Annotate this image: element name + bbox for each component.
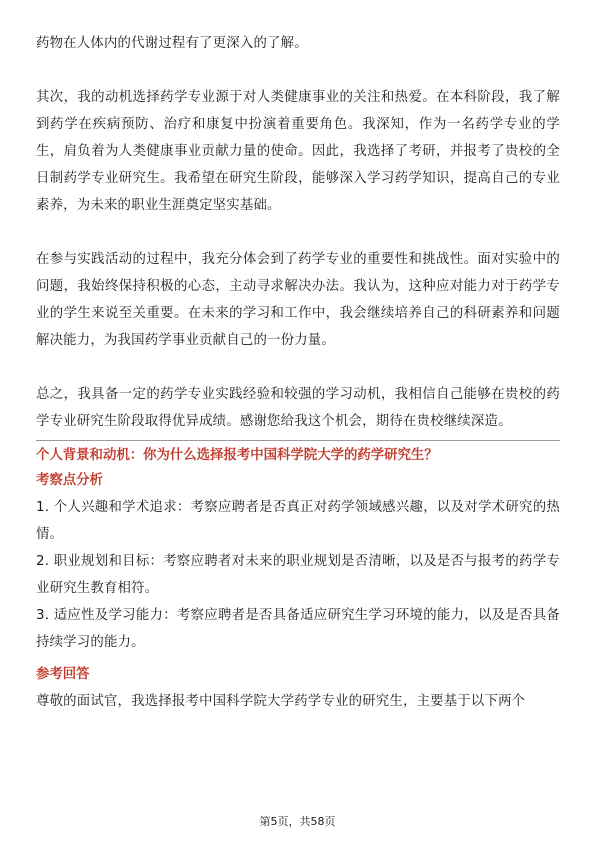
page-number-footer: 第5页，共58页 (259, 815, 336, 828)
section-divider (36, 440, 560, 441)
paragraph-conclusion: 总之，我具备一定的药学专业实践经验和较强的学习动机，我相信自己能够在贵校的药学专业研究生阶段取得优异成绩。感谢您给我这个机会，期待在贵校继续深造。 (36, 387, 560, 429)
analysis-item: 3. 适应性及学习能力：考察应聘者是否具备适应研究生学习环境的能力，以及是否具备持续学习的能力。 (36, 608, 560, 650)
paragraph-spacer (36, 354, 560, 381)
page-content (36, 30, 560, 715)
analysis-heading: 考察点分析 (36, 473, 103, 488)
paragraph-continuation: 药物在人体内的代谢过程有了更深入的了解。 (36, 36, 308, 51)
question-title: 个人背景和动机：你为什么选择报考中国科学院大学的药学研究生？ (36, 448, 438, 463)
paragraph-practice: 在参与实践活动的过程中，我充分体会到了药学专业的重要性和挑战性。面对实验中的问题，我始终保持积极的心态，主动寻求解决办法。我认为，这种应对能力对于药学专业的学生来说至关重要。在未来的学习和工作中，我会继续培养自己的科研素养和问题解决能力，为我国药学事业贡献自己的一份力量。 (36, 252, 560, 348)
analysis-item: 1. 个人兴趣和学术追求：考察应聘者是否真正对药学领域感兴趣，以及对学术研究的热情。 (36, 500, 560, 542)
paragraph-motivation: 其次，我的动机选择药学专业源于对人类健康事业的关注和热爱。在本科阶段，我了解到药学在疾病预防、治疗和康复中扮演着重要角色。我深知，作为一名药学专业的学生，肩负着为人类健康事业贡献力量的使命。因此，我选择了考研，并报考了贵校的全日制药学专业研究生。我希望在研究生阶段，能够深入学习药学知识，提高自己的专业素养，为未来的职业生涯奠定坚实基础。 (36, 90, 560, 213)
paragraph-spacer (36, 57, 560, 84)
answer-text: 尊敬的面试官，我选择报考中国科学院大学药学专业的研究生，主要基于以下两个 (36, 694, 526, 709)
analysis-item: 2. 职业规划和目标：考察应聘者对未来的职业规划是否清晰，以及是否与报考的药学专业研究生教育相符。 (36, 554, 560, 596)
paragraph-spacer (36, 219, 560, 246)
answer-heading: 参考回答 (36, 667, 90, 682)
